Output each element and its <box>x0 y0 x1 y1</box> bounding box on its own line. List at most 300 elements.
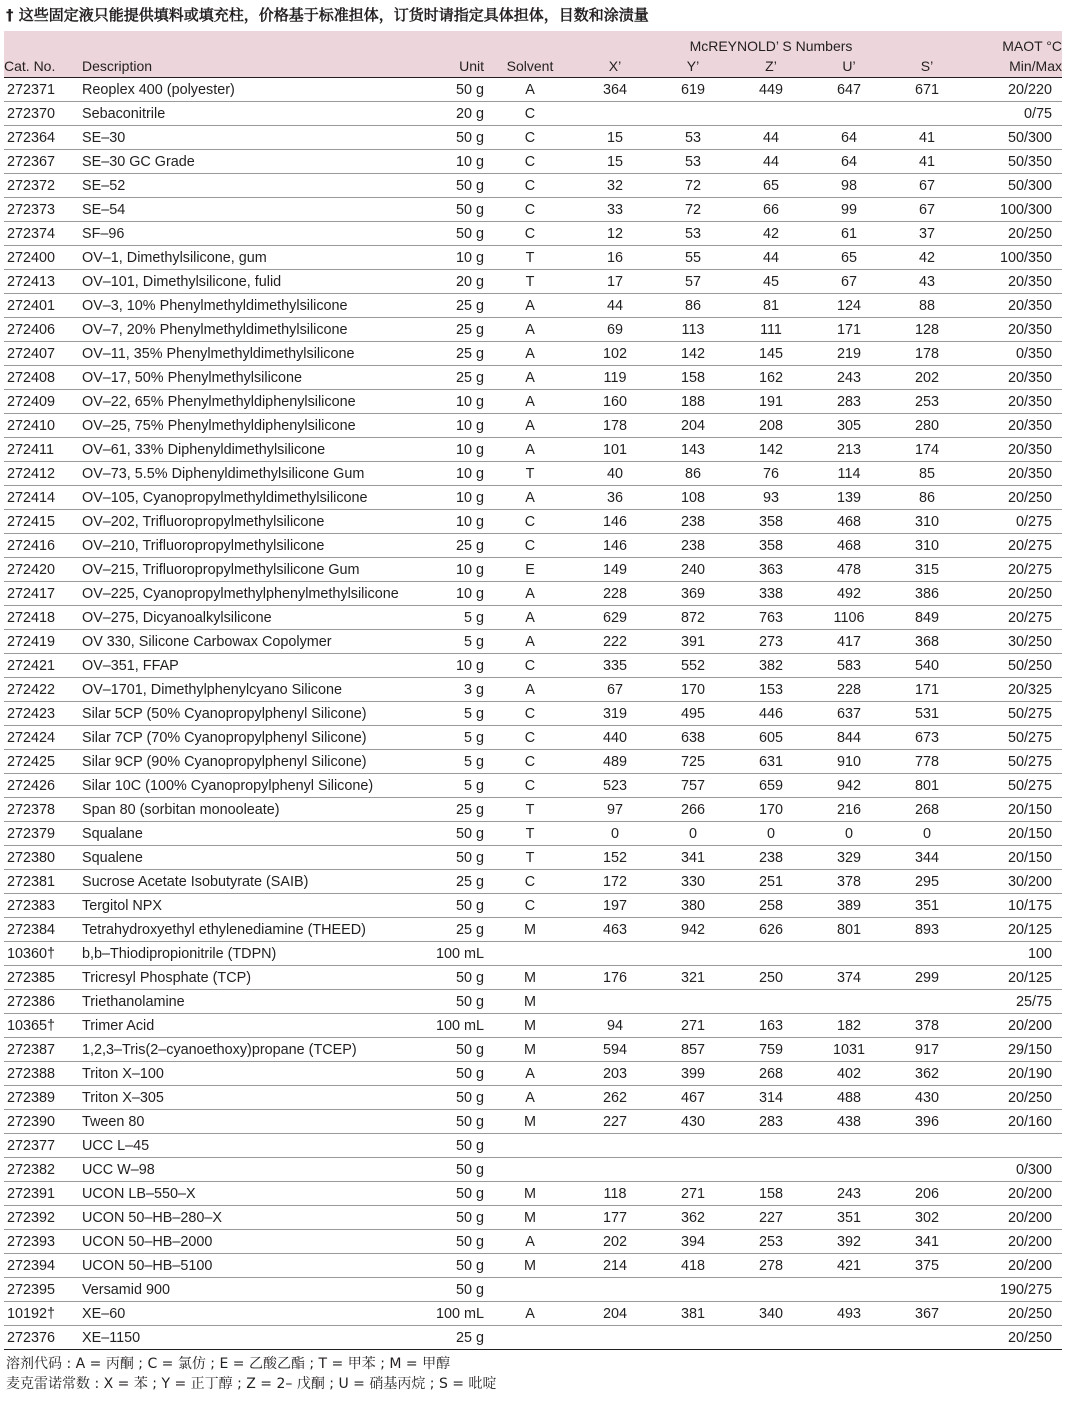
cell-description: Silar 9CP (90% Cyanopropylphenyl Silicone) <box>82 750 420 774</box>
cell-y: 53 <box>654 222 732 246</box>
cell-s: 310 <box>888 510 966 534</box>
cell-cat-no: 272390 <box>4 1110 82 1134</box>
cell-maot: 20/350 <box>966 318 1062 342</box>
table-row <box>4 1110 1062 1134</box>
cell-y: 86 <box>654 294 732 318</box>
cell-s: 367 <box>888 1302 966 1326</box>
cell-description: b,b–Thiodipropionitrile (TDPN) <box>82 942 420 966</box>
cell-maot: 50/275 <box>966 774 1062 798</box>
cell-unit: 50 g <box>420 1254 484 1278</box>
table-row <box>4 606 1062 630</box>
cell-unit: 10 g <box>420 558 484 582</box>
cell-y: 418 <box>654 1254 732 1278</box>
cell-x <box>576 102 654 126</box>
cell-y: 170 <box>654 678 732 702</box>
cell-maot: 190/275 <box>966 1278 1062 1302</box>
cell-y: 240 <box>654 558 732 582</box>
cell-solvent: T <box>484 246 576 270</box>
cell-cat-no: 272385 <box>4 966 82 990</box>
cell-y: 238 <box>654 534 732 558</box>
cell-y: 188 <box>654 390 732 414</box>
cell-u: 219 <box>810 342 888 366</box>
cell-x: 197 <box>576 894 654 918</box>
cell-description: OV–105, Cyanopropylmethyldimethylsilicone <box>82 486 420 510</box>
table-row <box>4 726 1062 750</box>
cell-unit: 5 g <box>420 702 484 726</box>
cell-solvent: A <box>484 582 576 606</box>
cell-u: 492 <box>810 582 888 606</box>
cell-y: 53 <box>654 150 732 174</box>
cell-z: 763 <box>732 606 810 630</box>
cell-x: 152 <box>576 846 654 870</box>
cell-z: 338 <box>732 582 810 606</box>
cell-solvent: M <box>484 1038 576 1062</box>
cell-solvent <box>484 1278 576 1302</box>
table-row <box>4 222 1062 246</box>
cell-u: 124 <box>810 294 888 318</box>
cell-u: 64 <box>810 150 888 174</box>
cell-x: 94 <box>576 1014 654 1038</box>
cell-unit: 50 g <box>420 822 484 846</box>
cell-s: 671 <box>888 78 966 102</box>
cell-description: Tetrahydroxyethyl ethylenediamine (THEED) <box>82 918 420 942</box>
cell-s: 430 <box>888 1086 966 1110</box>
table-row <box>4 198 1062 222</box>
cell-z: 44 <box>732 126 810 150</box>
cell-x: 176 <box>576 966 654 990</box>
cell-s: 86 <box>888 486 966 510</box>
cell-x: 440 <box>576 726 654 750</box>
cell-x: 67 <box>576 678 654 702</box>
cell-cat-no: 272425 <box>4 750 82 774</box>
cell-u <box>810 1326 888 1350</box>
cell-solvent: C <box>484 198 576 222</box>
cell-unit: 50 g <box>420 198 484 222</box>
cell-maot: 20/250 <box>966 1302 1062 1326</box>
cell-cat-no: 272421 <box>4 654 82 678</box>
cell-solvent: M <box>484 1014 576 1038</box>
cell-maot: 10/175 <box>966 894 1062 918</box>
cell-solvent: M <box>484 966 576 990</box>
cell-cat-no: 272364 <box>4 126 82 150</box>
cell-solvent: A <box>484 1062 576 1086</box>
cell-unit: 3 g <box>420 678 484 702</box>
cell-z: 142 <box>732 438 810 462</box>
cell-cat-no: 272415 <box>4 510 82 534</box>
cell-x: 178 <box>576 414 654 438</box>
cell-z: 191 <box>732 390 810 414</box>
table-row <box>4 630 1062 654</box>
cell-u: 488 <box>810 1086 888 1110</box>
cell-solvent: A <box>484 1302 576 1326</box>
cell-s: 174 <box>888 438 966 462</box>
cell-cat-no: 272420 <box>4 558 82 582</box>
cell-description: SF–96 <box>82 222 420 246</box>
cell-z: 145 <box>732 342 810 366</box>
cell-solvent <box>484 1158 576 1182</box>
cell-description: Sebaconitrile <box>82 102 420 126</box>
cell-solvent: A <box>484 342 576 366</box>
cell-solvent: A <box>484 414 576 438</box>
cell-description: Span 80 (sorbitan monooleate) <box>82 798 420 822</box>
cell-u <box>810 1278 888 1302</box>
cell-solvent: C <box>484 222 576 246</box>
header-y: Y’ <box>654 54 732 78</box>
cell-s: 41 <box>888 126 966 150</box>
cell-description: OV–73, 5.5% Diphenyldimethylsilicone Gum <box>82 462 420 486</box>
table-row <box>4 462 1062 486</box>
cell-unit: 25 g <box>420 798 484 822</box>
cell-description: Triton X–100 <box>82 1062 420 1086</box>
cell-description: UCC L–45 <box>82 1134 420 1158</box>
cell-maot: 29/150 <box>966 1038 1062 1062</box>
cell-y: 942 <box>654 918 732 942</box>
cell-z: 605 <box>732 726 810 750</box>
cell-y: 108 <box>654 486 732 510</box>
cell-u: 114 <box>810 462 888 486</box>
cell-unit: 100 mL <box>420 942 484 966</box>
cell-unit: 10 g <box>420 582 484 606</box>
cell-solvent: C <box>484 534 576 558</box>
cell-u: 421 <box>810 1254 888 1278</box>
cell-unit: 10 g <box>420 150 484 174</box>
cell-x <box>576 942 654 966</box>
cell-solvent: C <box>484 726 576 750</box>
cell-y <box>654 1158 732 1182</box>
cell-x: 222 <box>576 630 654 654</box>
cell-maot: 50/300 <box>966 126 1062 150</box>
cell-unit: 10 g <box>420 654 484 678</box>
cell-u: 910 <box>810 750 888 774</box>
cell-cat-no: 272419 <box>4 630 82 654</box>
cell-unit: 10 g <box>420 510 484 534</box>
cell-y <box>654 990 732 1014</box>
cell-unit: 50 g <box>420 222 484 246</box>
cell-maot: 20/200 <box>966 1230 1062 1254</box>
cell-maot: 50/300 <box>966 174 1062 198</box>
cell-s: 42 <box>888 246 966 270</box>
cell-solvent: A <box>484 630 576 654</box>
cell-z: 65 <box>732 174 810 198</box>
cell-cat-no: 272373 <box>4 198 82 222</box>
table-row <box>4 102 1062 126</box>
cell-unit: 25 g <box>420 366 484 390</box>
table-row <box>4 1038 1062 1062</box>
cell-cat-no: 272417 <box>4 582 82 606</box>
cell-s: 302 <box>888 1206 966 1230</box>
cell-u: 1106 <box>810 606 888 630</box>
stationary-phase-table-wrap <box>4 31 1062 1350</box>
table-row <box>4 438 1062 462</box>
cell-description: OV–7, 20% Phenylmethyldimethylsilicone <box>82 318 420 342</box>
cell-y: 757 <box>654 774 732 798</box>
cell-unit: 50 g <box>420 1182 484 1206</box>
cell-s: 375 <box>888 1254 966 1278</box>
cell-solvent: A <box>484 294 576 318</box>
cell-unit: 50 g <box>420 1038 484 1062</box>
cell-unit: 10 g <box>420 390 484 414</box>
cell-y: 158 <box>654 366 732 390</box>
cell-s: 362 <box>888 1062 966 1086</box>
table-row <box>4 1062 1062 1086</box>
cell-s <box>888 1326 966 1350</box>
cell-cat-no: 272376 <box>4 1326 82 1350</box>
table-header <box>4 31 1062 78</box>
cell-description: OV 330, Silicone Carbowax Copolymer <box>82 630 420 654</box>
header-row-top <box>4 31 1062 54</box>
cell-unit: 5 g <box>420 774 484 798</box>
cell-y <box>654 1134 732 1158</box>
cell-y: 552 <box>654 654 732 678</box>
cell-z: 111 <box>732 318 810 342</box>
cell-u: 305 <box>810 414 888 438</box>
cell-description: Tricresyl Phosphate (TCP) <box>82 966 420 990</box>
cell-maot: 20/220 <box>966 78 1062 102</box>
cell-solvent: A <box>484 486 576 510</box>
cell-maot: 20/350 <box>966 462 1062 486</box>
cell-u <box>810 1158 888 1182</box>
cell-cat-no: 272370 <box>4 102 82 126</box>
cell-z: 162 <box>732 366 810 390</box>
cell-s: 171 <box>888 678 966 702</box>
cell-unit: 50 g <box>420 1206 484 1230</box>
cell-solvent: M <box>484 1206 576 1230</box>
cell-description: SE–52 <box>82 174 420 198</box>
cell-cat-no: 272381 <box>4 870 82 894</box>
cell-z <box>732 990 810 1014</box>
cell-x: 629 <box>576 606 654 630</box>
cell-unit: 50 g <box>420 1278 484 1302</box>
table-row <box>4 174 1062 198</box>
cell-y: 72 <box>654 198 732 222</box>
cell-x: 15 <box>576 150 654 174</box>
cell-z: 363 <box>732 558 810 582</box>
cell-solvent: C <box>484 174 576 198</box>
cell-unit: 10 g <box>420 462 484 486</box>
cell-cat-no: 272372 <box>4 174 82 198</box>
cell-unit: 50 g <box>420 126 484 150</box>
cell-unit: 50 g <box>420 1086 484 1110</box>
cell-s: 531 <box>888 702 966 726</box>
cell-z: 659 <box>732 774 810 798</box>
cell-y: 638 <box>654 726 732 750</box>
cell-u: 637 <box>810 702 888 726</box>
cell-y <box>654 1326 732 1350</box>
cell-description: OV–101, Dimethylsilicone, fulid <box>82 270 420 294</box>
cell-description: OV–202, Trifluoropropylmethylsilicone <box>82 510 420 534</box>
cell-maot: 50/275 <box>966 702 1062 726</box>
table-row <box>4 942 1062 966</box>
cell-x: 203 <box>576 1062 654 1086</box>
cell-s: 43 <box>888 270 966 294</box>
cell-maot: 20/125 <box>966 918 1062 942</box>
cell-description: 1,2,3–Tris(2–cyanoethoxy)propane (TCEP) <box>82 1038 420 1062</box>
cell-solvent: E <box>484 558 576 582</box>
cell-z: 358 <box>732 510 810 534</box>
cell-cat-no: 272384 <box>4 918 82 942</box>
cell-s: 540 <box>888 654 966 678</box>
cell-y: 53 <box>654 126 732 150</box>
cell-s: 67 <box>888 198 966 222</box>
cell-description: Silar 7CP (70% Cyanopropylphenyl Silicone) <box>82 726 420 750</box>
cell-maot: 30/200 <box>966 870 1062 894</box>
table-row <box>4 414 1062 438</box>
cell-solvent: T <box>484 270 576 294</box>
cell-cat-no: 272423 <box>4 702 82 726</box>
cell-z <box>732 1326 810 1350</box>
cell-u: 216 <box>810 798 888 822</box>
cell-description: Trimer Acid <box>82 1014 420 1038</box>
cell-u: 139 <box>810 486 888 510</box>
cell-z: 44 <box>732 150 810 174</box>
cell-cat-no: 272386 <box>4 990 82 1014</box>
cell-unit: 25 g <box>420 342 484 366</box>
cell-s: 344 <box>888 846 966 870</box>
cell-description: Silar 5CP (50% Cyanopropylphenyl Silicone) <box>82 702 420 726</box>
cell-y: 872 <box>654 606 732 630</box>
cell-s: 67 <box>888 174 966 198</box>
cell-maot: 20/190 <box>966 1062 1062 1086</box>
cell-x: 319 <box>576 702 654 726</box>
cell-x: 489 <box>576 750 654 774</box>
cell-cat-no: 272412 <box>4 462 82 486</box>
cell-cat-no: 272394 <box>4 1254 82 1278</box>
cell-u: 438 <box>810 1110 888 1134</box>
cell-description: OV–215, Trifluoropropylmethylsilicone Gum <box>82 558 420 582</box>
cell-maot: 30/250 <box>966 630 1062 654</box>
cell-cat-no: 272391 <box>4 1182 82 1206</box>
cell-maot: 20/350 <box>966 414 1062 438</box>
cell-x: 214 <box>576 1254 654 1278</box>
cell-cat-no: 272424 <box>4 726 82 750</box>
cell-solvent: T <box>484 846 576 870</box>
cell-solvent: A <box>484 1230 576 1254</box>
cell-unit: 5 g <box>420 726 484 750</box>
cell-x: 101 <box>576 438 654 462</box>
header-cell-empty <box>420 31 484 54</box>
cell-y: 399 <box>654 1062 732 1086</box>
cell-s: 386 <box>888 582 966 606</box>
cell-s <box>888 1158 966 1182</box>
cell-x <box>576 1134 654 1158</box>
header-cell-empty <box>484 31 576 54</box>
cell-solvent: C <box>484 894 576 918</box>
cell-s: 310 <box>888 534 966 558</box>
cell-u: 392 <box>810 1230 888 1254</box>
table-row <box>4 126 1062 150</box>
cell-s: 280 <box>888 414 966 438</box>
cell-u: 61 <box>810 222 888 246</box>
cell-s: 85 <box>888 462 966 486</box>
cell-description: Tween 80 <box>82 1110 420 1134</box>
cell-solvent: C <box>484 774 576 798</box>
cell-u: 402 <box>810 1062 888 1086</box>
cell-unit: 50 g <box>420 846 484 870</box>
cell-y: 380 <box>654 894 732 918</box>
cell-u: 468 <box>810 534 888 558</box>
cell-z: 81 <box>732 294 810 318</box>
cell-s: 299 <box>888 966 966 990</box>
cell-y: 55 <box>654 246 732 270</box>
cell-x: 594 <box>576 1038 654 1062</box>
cell-y: 362 <box>654 1206 732 1230</box>
cell-z <box>732 1158 810 1182</box>
cell-cat-no: 10360† <box>4 942 82 966</box>
cell-unit: 10 g <box>420 246 484 270</box>
table-row <box>4 1182 1062 1206</box>
cell-solvent: C <box>484 510 576 534</box>
cell-solvent <box>484 1326 576 1350</box>
cell-x: 262 <box>576 1086 654 1110</box>
cell-u: 64 <box>810 126 888 150</box>
table-row <box>4 150 1062 174</box>
cell-cat-no: 272426 <box>4 774 82 798</box>
cell-u: 417 <box>810 630 888 654</box>
cell-description: SE–30 <box>82 126 420 150</box>
cell-unit: 50 g <box>420 78 484 102</box>
table-row <box>4 654 1062 678</box>
cell-description: UCON 50–HB–2000 <box>82 1230 420 1254</box>
cell-u: 647 <box>810 78 888 102</box>
cell-unit: 25 g <box>420 918 484 942</box>
cell-u: 389 <box>810 894 888 918</box>
cell-description: OV–210, Trifluoropropylmethylsilicone <box>82 534 420 558</box>
cell-description: Silar 10C (100% Cyanopropylphenyl Silicone) <box>82 774 420 798</box>
cell-y: 467 <box>654 1086 732 1110</box>
cell-maot: 20/275 <box>966 558 1062 582</box>
cell-description: XE–60 <box>82 1302 420 1326</box>
cell-x: 160 <box>576 390 654 414</box>
cell-y: 271 <box>654 1014 732 1038</box>
cell-cat-no: 272406 <box>4 318 82 342</box>
cell-maot: 20/250 <box>966 1326 1062 1350</box>
cell-s <box>888 102 966 126</box>
cell-maot: 20/250 <box>966 486 1062 510</box>
cell-z: 93 <box>732 486 810 510</box>
cell-u: 67 <box>810 270 888 294</box>
cell-unit: 10 g <box>420 438 484 462</box>
cell-description: Squalene <box>82 846 420 870</box>
table-row <box>4 294 1062 318</box>
header-cell-empty <box>4 31 82 54</box>
cell-maot: 0/275 <box>966 510 1062 534</box>
cell-cat-no: 272367 <box>4 150 82 174</box>
cell-solvent: T <box>484 462 576 486</box>
table-row <box>4 1278 1062 1302</box>
cell-x: 12 <box>576 222 654 246</box>
cell-u: 844 <box>810 726 888 750</box>
cell-z: 283 <box>732 1110 810 1134</box>
cell-y: 86 <box>654 462 732 486</box>
cell-cat-no: 272395 <box>4 1278 82 1302</box>
cell-unit: 50 g <box>420 1110 484 1134</box>
cell-unit: 10 g <box>420 414 484 438</box>
cell-maot: 20/160 <box>966 1110 1062 1134</box>
cell-maot: 50/350 <box>966 150 1062 174</box>
cell-x: 97 <box>576 798 654 822</box>
table-row <box>4 894 1062 918</box>
cell-u: 478 <box>810 558 888 582</box>
cell-maot: 20/200 <box>966 1206 1062 1230</box>
cell-cat-no: 272422 <box>4 678 82 702</box>
cell-maot: 100/300 <box>966 198 1062 222</box>
cell-description: OV–22, 65% Phenylmethyldiphenylsilicone <box>82 390 420 414</box>
cell-u: 583 <box>810 654 888 678</box>
cell-z: 258 <box>732 894 810 918</box>
cell-cat-no: 272377 <box>4 1134 82 1158</box>
cell-y: 495 <box>654 702 732 726</box>
header-mcreynold-numbers: McREYNOLD’ S Numbers <box>576 31 966 54</box>
